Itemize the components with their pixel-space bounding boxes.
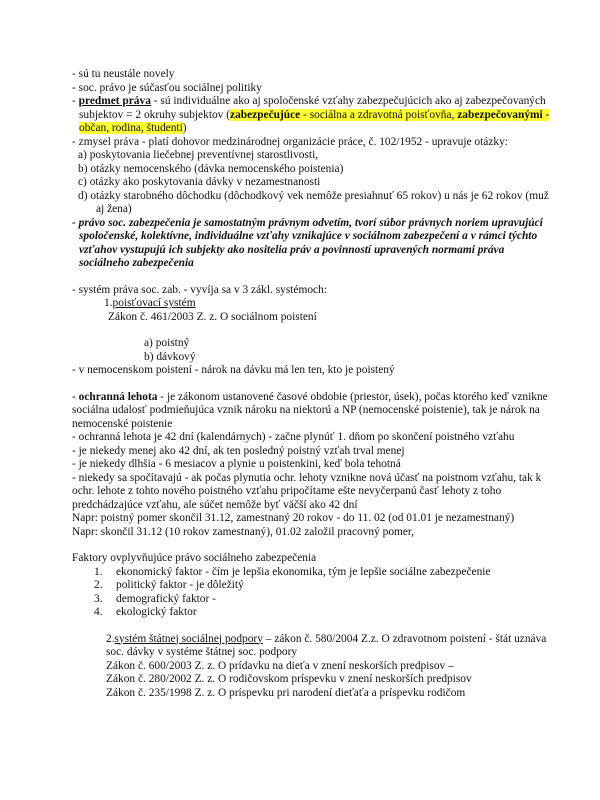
zabezpecujuce-term: zabezpečujúce xyxy=(230,108,301,121)
statna-podpora-section xyxy=(72,633,550,701)
nemocenske-poistenie-line: - v nemocenskom poistení - nárok na dávku má len ten, kto je poistený xyxy=(72,364,395,376)
list-item-text: ekologický faktor xyxy=(116,606,197,618)
definition-paragraph: - právo soc. zabezpečenia je samostatným právnym odvetím, tvorí súbor právnych noriem upravujúci spoločenské, kolektívne, individuálne vzťahy vznikajúce v sociálnom zabezpečení a v rámci týchto vzťahov vystupujú ich subjekty ako nositelia práv a povinností upravených normami práva sociálneho zabezpečenia xyxy=(72,216,543,269)
intro-line-politika: - soc. právo je súčasťou sociálnej politiky xyxy=(72,81,262,94)
faktory-title: Faktory ovplyvňujúce právo sociálneho zabezpečenia xyxy=(72,552,317,564)
poistovaci-system-number: 1. xyxy=(104,297,113,309)
ochranna-lehota-paragraph xyxy=(72,391,550,432)
predmet-prava-text: - sú individuálne ako aj spoločenské vzťahy zabezpečujúcich ako aj zabezpečovaných subjektov = 2 okruhy subjektov ( xyxy=(79,95,546,121)
list-item xyxy=(94,566,550,580)
zakon-line: Zákon č. 280/2002 Z. z. O rodičovskom príspevku v znení neskorších predpisov xyxy=(106,673,472,685)
list-item xyxy=(94,606,550,620)
zabezpecovanymi-term: zabezpečovanými xyxy=(457,108,543,121)
lehota-line: - niekedy sa spočítavajú - ak počas plynutia ochr. lehoty vznikne nová účasť na poistnom vzťahu, tak k ochr. lehote z tohto nového poistného vzťahu pripočítame ešte nevyčerpanú časť lehoty z toho predchádzajúce vzťahu, ale súčet nemôže byť väčší ako 42 dní xyxy=(72,471,542,511)
list-item xyxy=(94,593,550,607)
intro-line-novely: - sú tu neustále novely xyxy=(72,68,175,80)
zmysel-item: d) otázky starobného dôchodku (dôchodkový vek nemôže presiahnuť 65 rokov) u nás je 62 rokov (muž aj žena) xyxy=(78,189,549,215)
lehota-line: - ochranná lehota je 42 dní (kalendárnych) - začne plynúť 1. dňom po skončení poistného vzťahu xyxy=(72,431,515,443)
zmysel-prava-line: - zmysel práva - platí dohovor medzinárodnej organizácie práce, č. 102/1952 - upravuje otázky: xyxy=(72,135,508,148)
predmet-close: ) xyxy=(182,122,187,134)
list-item xyxy=(94,579,550,593)
statna-podpora-number: 2. xyxy=(106,632,115,645)
zakon-line: Zákon č. 600/2003 Z. z. O prídavku na dieťa v znení neskorších predpisov – xyxy=(106,659,454,672)
ochranna-lehota-term: ochranná lehota xyxy=(78,390,158,403)
predmet-prava-paragraph xyxy=(72,95,550,136)
zabezpecovanymi-text: - občan, rodina, študenti xyxy=(79,108,550,134)
predmet-prava-term: predmet práva xyxy=(78,95,151,107)
zabezpecujuce-text: - sociálna a zdravotná poisťovňa, xyxy=(300,108,458,121)
zakon-line: Zákon č. 235/1998 Z. z. O príspevku pri narodení dieťaťa a príspevku rodičom xyxy=(106,686,466,699)
list-item-text: ekonomický faktor - čím je lepšia ekonomika, tým je lepšie sociálne zabezpečenie xyxy=(116,565,491,578)
list-item-text: politický faktor - je dôležitý xyxy=(116,579,244,591)
zmysel-item: b) otázky nemocenského (dávka nemocenského poistenia) xyxy=(78,162,344,175)
list-item-number: 4. xyxy=(94,606,103,618)
lehota-line: - je niekedy menej ako 42 dní, ak ten posledný poistný vzťah trval menej xyxy=(72,444,405,457)
davkovy-item: b) dávkový xyxy=(144,350,196,363)
predmet-dash: - xyxy=(72,95,79,107)
lehota-line: - je niekedy dlhšia - 6 mesiacov a plynie u poistenkini, keď bola tehotná xyxy=(72,458,401,470)
faktory-list xyxy=(72,566,550,620)
poistovaci-system-title: poisťovací systém xyxy=(112,297,196,309)
system-prava-line: - systém práva soc. zab. - vyvíja sa v 3 zákl. systémoch: xyxy=(72,283,327,296)
statna-podpora-title: systém štátnej sociálnej podpory xyxy=(114,632,263,645)
poistovaci-system-heading xyxy=(72,297,550,311)
lehota-dash: - xyxy=(72,390,79,403)
lehota-example: Napr: skončil 31.12 (10 rokov zamestnaný), 01.02 založil pracovný pomer, xyxy=(72,525,415,538)
statna-podpora-heading xyxy=(106,633,550,660)
lehota-example: Napr: poistný pomer skončil 31.12, zamestnaný 20 rokov - do 11. 02 (od 01.01 je nezamestnaný) xyxy=(72,512,515,524)
list-item-number: 1. xyxy=(94,565,103,578)
list-item-number: 2. xyxy=(94,579,103,591)
list-item-text: demografický faktor - xyxy=(116,592,216,605)
document-body xyxy=(72,68,550,700)
zakon-461-line: Zákon č. 461/2003 Z. z. O sociálnom poistení xyxy=(108,310,317,323)
zmysel-item: c) otázky ako poskytovania dávky v nezamestnanosti xyxy=(78,176,321,188)
list-item-number: 3. xyxy=(94,592,103,605)
poistny-item: a) poistný xyxy=(144,337,190,349)
statna-podpora-text: – zákon č. 580/2004 Z.z. O zdravotnom poistení - štát uznáva soc. dávky v systéme štátnej soc. podpory xyxy=(106,632,547,658)
zmysel-item: a) poskytovania liečebnej preventívnej starostlivosti, xyxy=(78,149,319,161)
ochranna-lehota-text: - je zákonom ustanovené časové obdobie (priestor, úsek), počas ktorého keď vznikne sociálna udalosť podmieňujúca vznik nároku na niektorú a NP (nemocenské poistenie), tak je nárok na nemocenské poistenie xyxy=(72,390,548,430)
